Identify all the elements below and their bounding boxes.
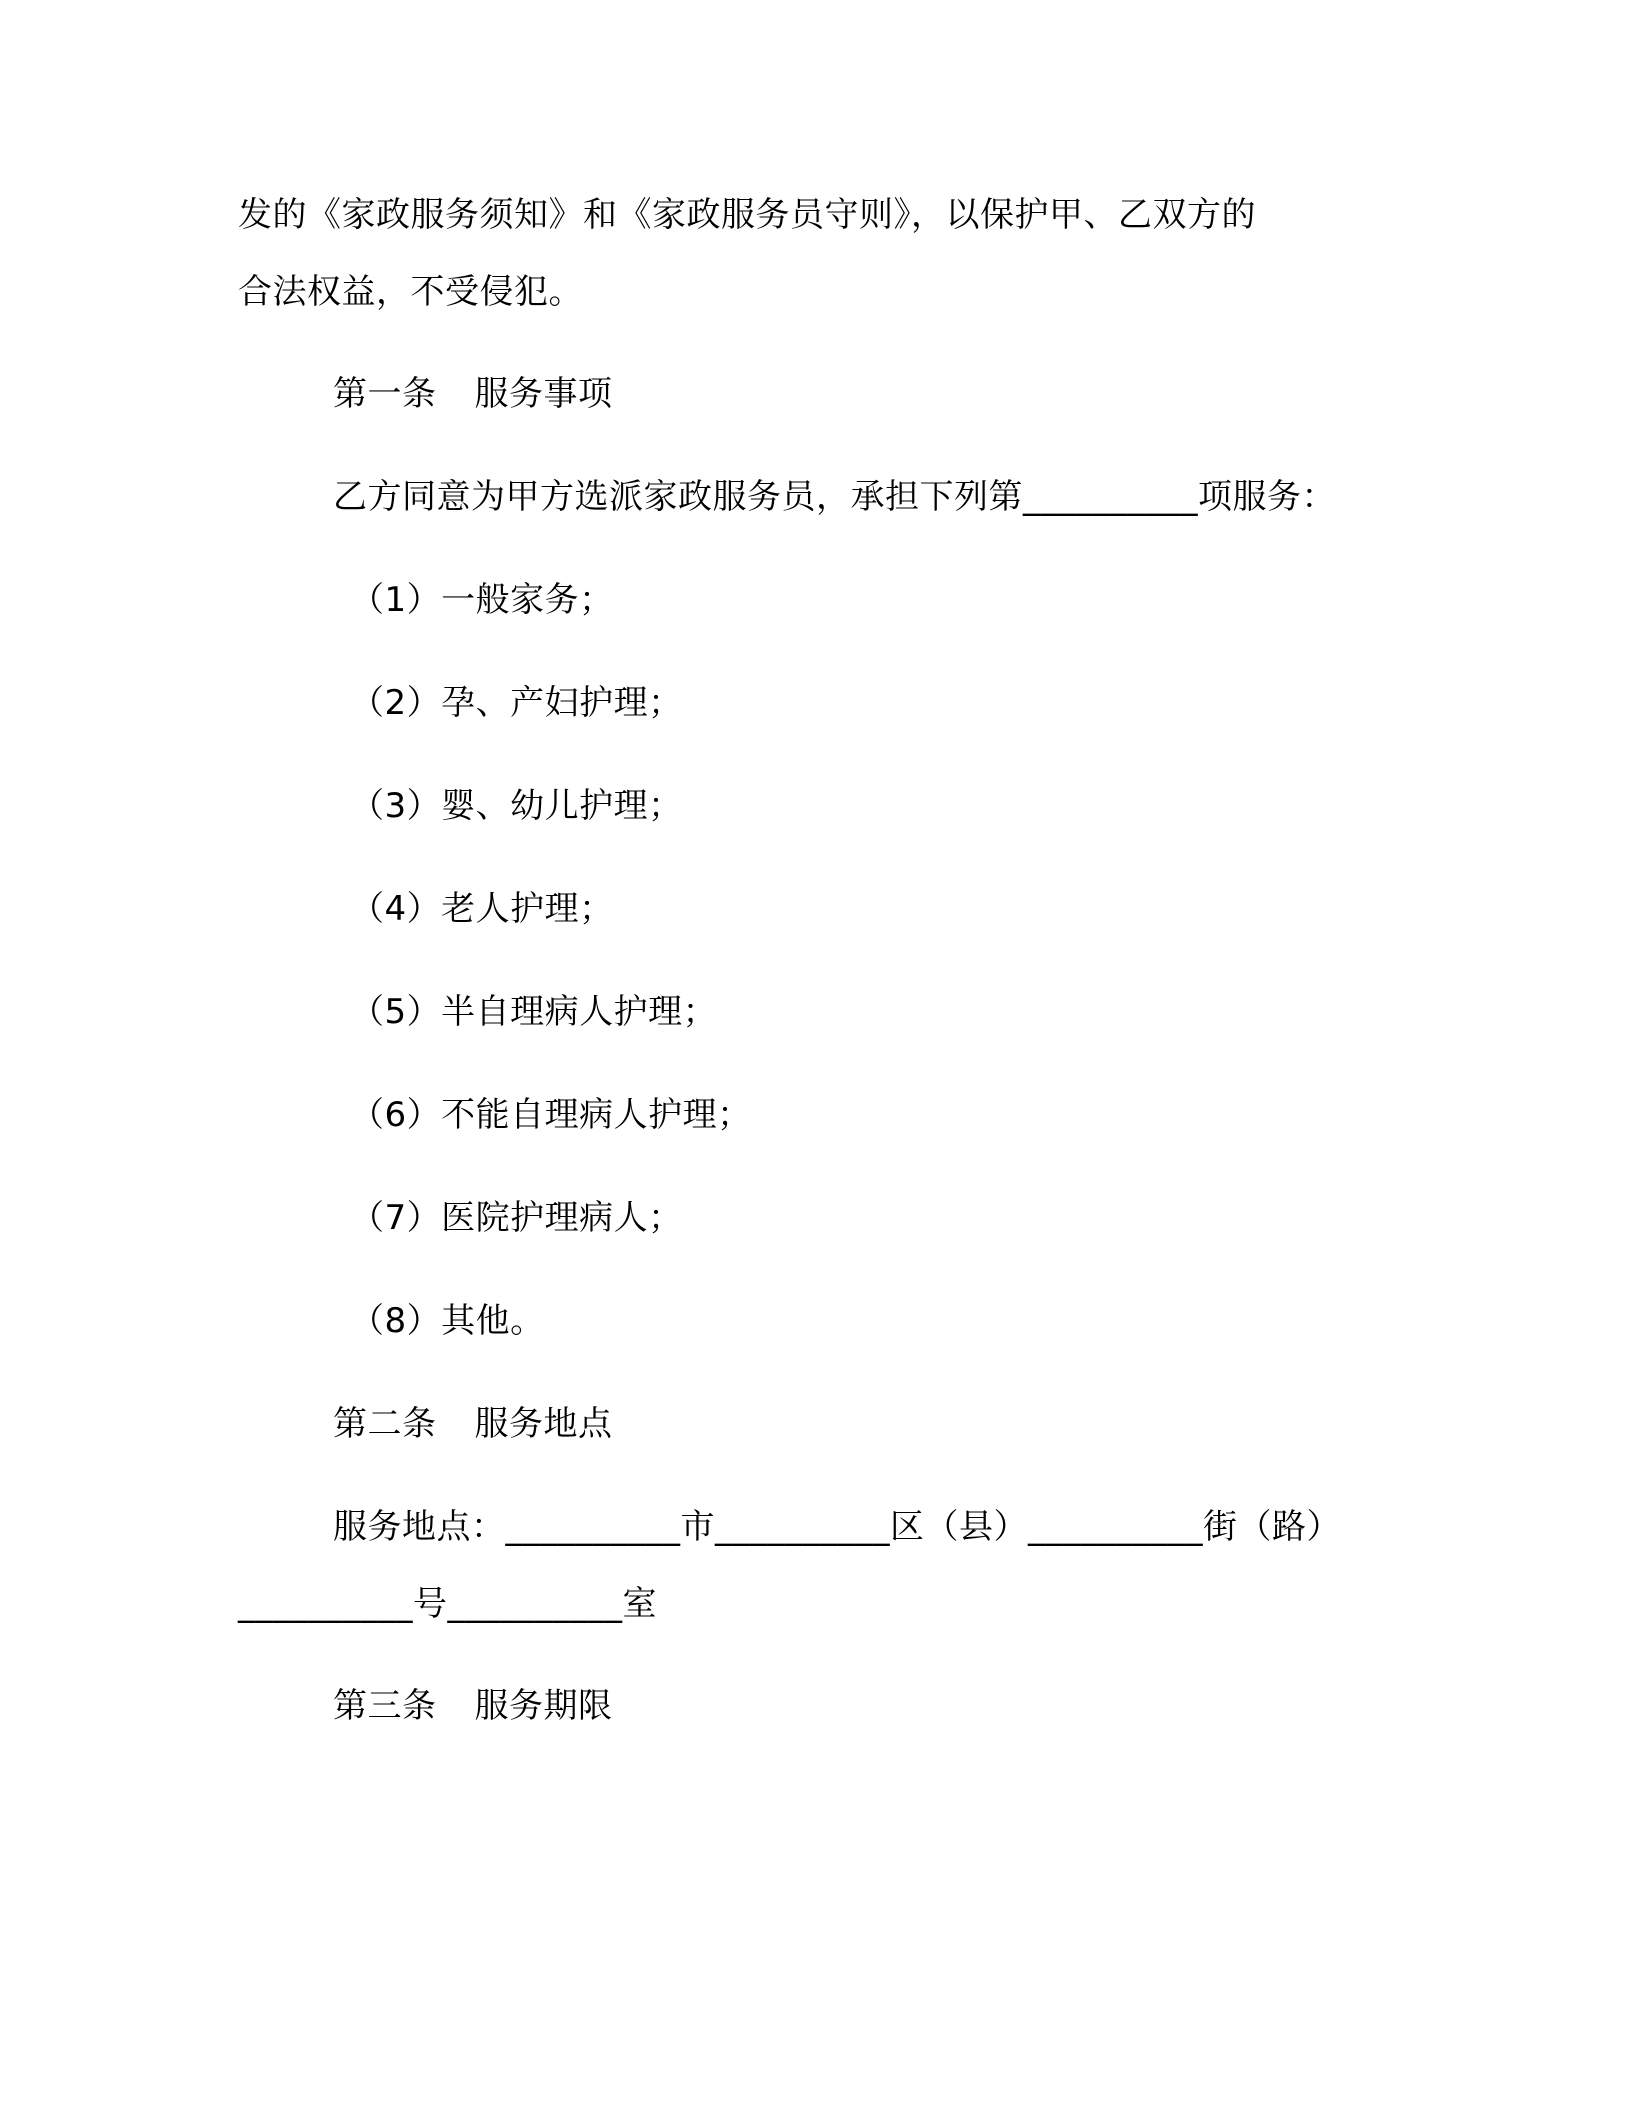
article-1-text: 乙方同意为甲方选派家政服务员，承担下列第__________项服务： [333, 477, 1336, 517]
article-2-number: 第二条 [333, 1404, 437, 1444]
service-item: （4）老人护理； [350, 889, 614, 929]
service-item: （2）孕、产妇护理； [350, 683, 683, 723]
article-2-title: 服务地点 [474, 1404, 613, 1444]
article-1-title: 服务事项 [474, 374, 613, 414]
service-item: （3）婴、幼儿护理； [350, 786, 683, 826]
intro-line-1: 发的《家政服务须知》和《家政服务员守则》，以保护甲、乙双方的 [238, 195, 1256, 235]
article-1-heading [333, 374, 613, 414]
service-item: （1）一般家务； [350, 580, 614, 620]
service-item: （7）医院护理病人； [350, 1198, 683, 1238]
article-3-title: 服务期限 [474, 1686, 613, 1726]
service-item: （5）半自理病人护理； [350, 992, 718, 1032]
article-2-heading [333, 1404, 613, 1444]
service-address-line-1: 服务地点：__________市__________区（县）__________街（路） [333, 1507, 1341, 1547]
service-item: （6）不能自理病人护理； [350, 1095, 752, 1135]
intro-line-2: 合法权益，不受侵犯。 [238, 272, 583, 312]
article-3-heading [333, 1686, 613, 1726]
service-item: （8）其他。 [350, 1301, 545, 1341]
article-1-number: 第一条 [333, 374, 437, 414]
service-address-line-2: __________号__________室 [238, 1584, 657, 1624]
article-3-number: 第三条 [333, 1686, 437, 1726]
